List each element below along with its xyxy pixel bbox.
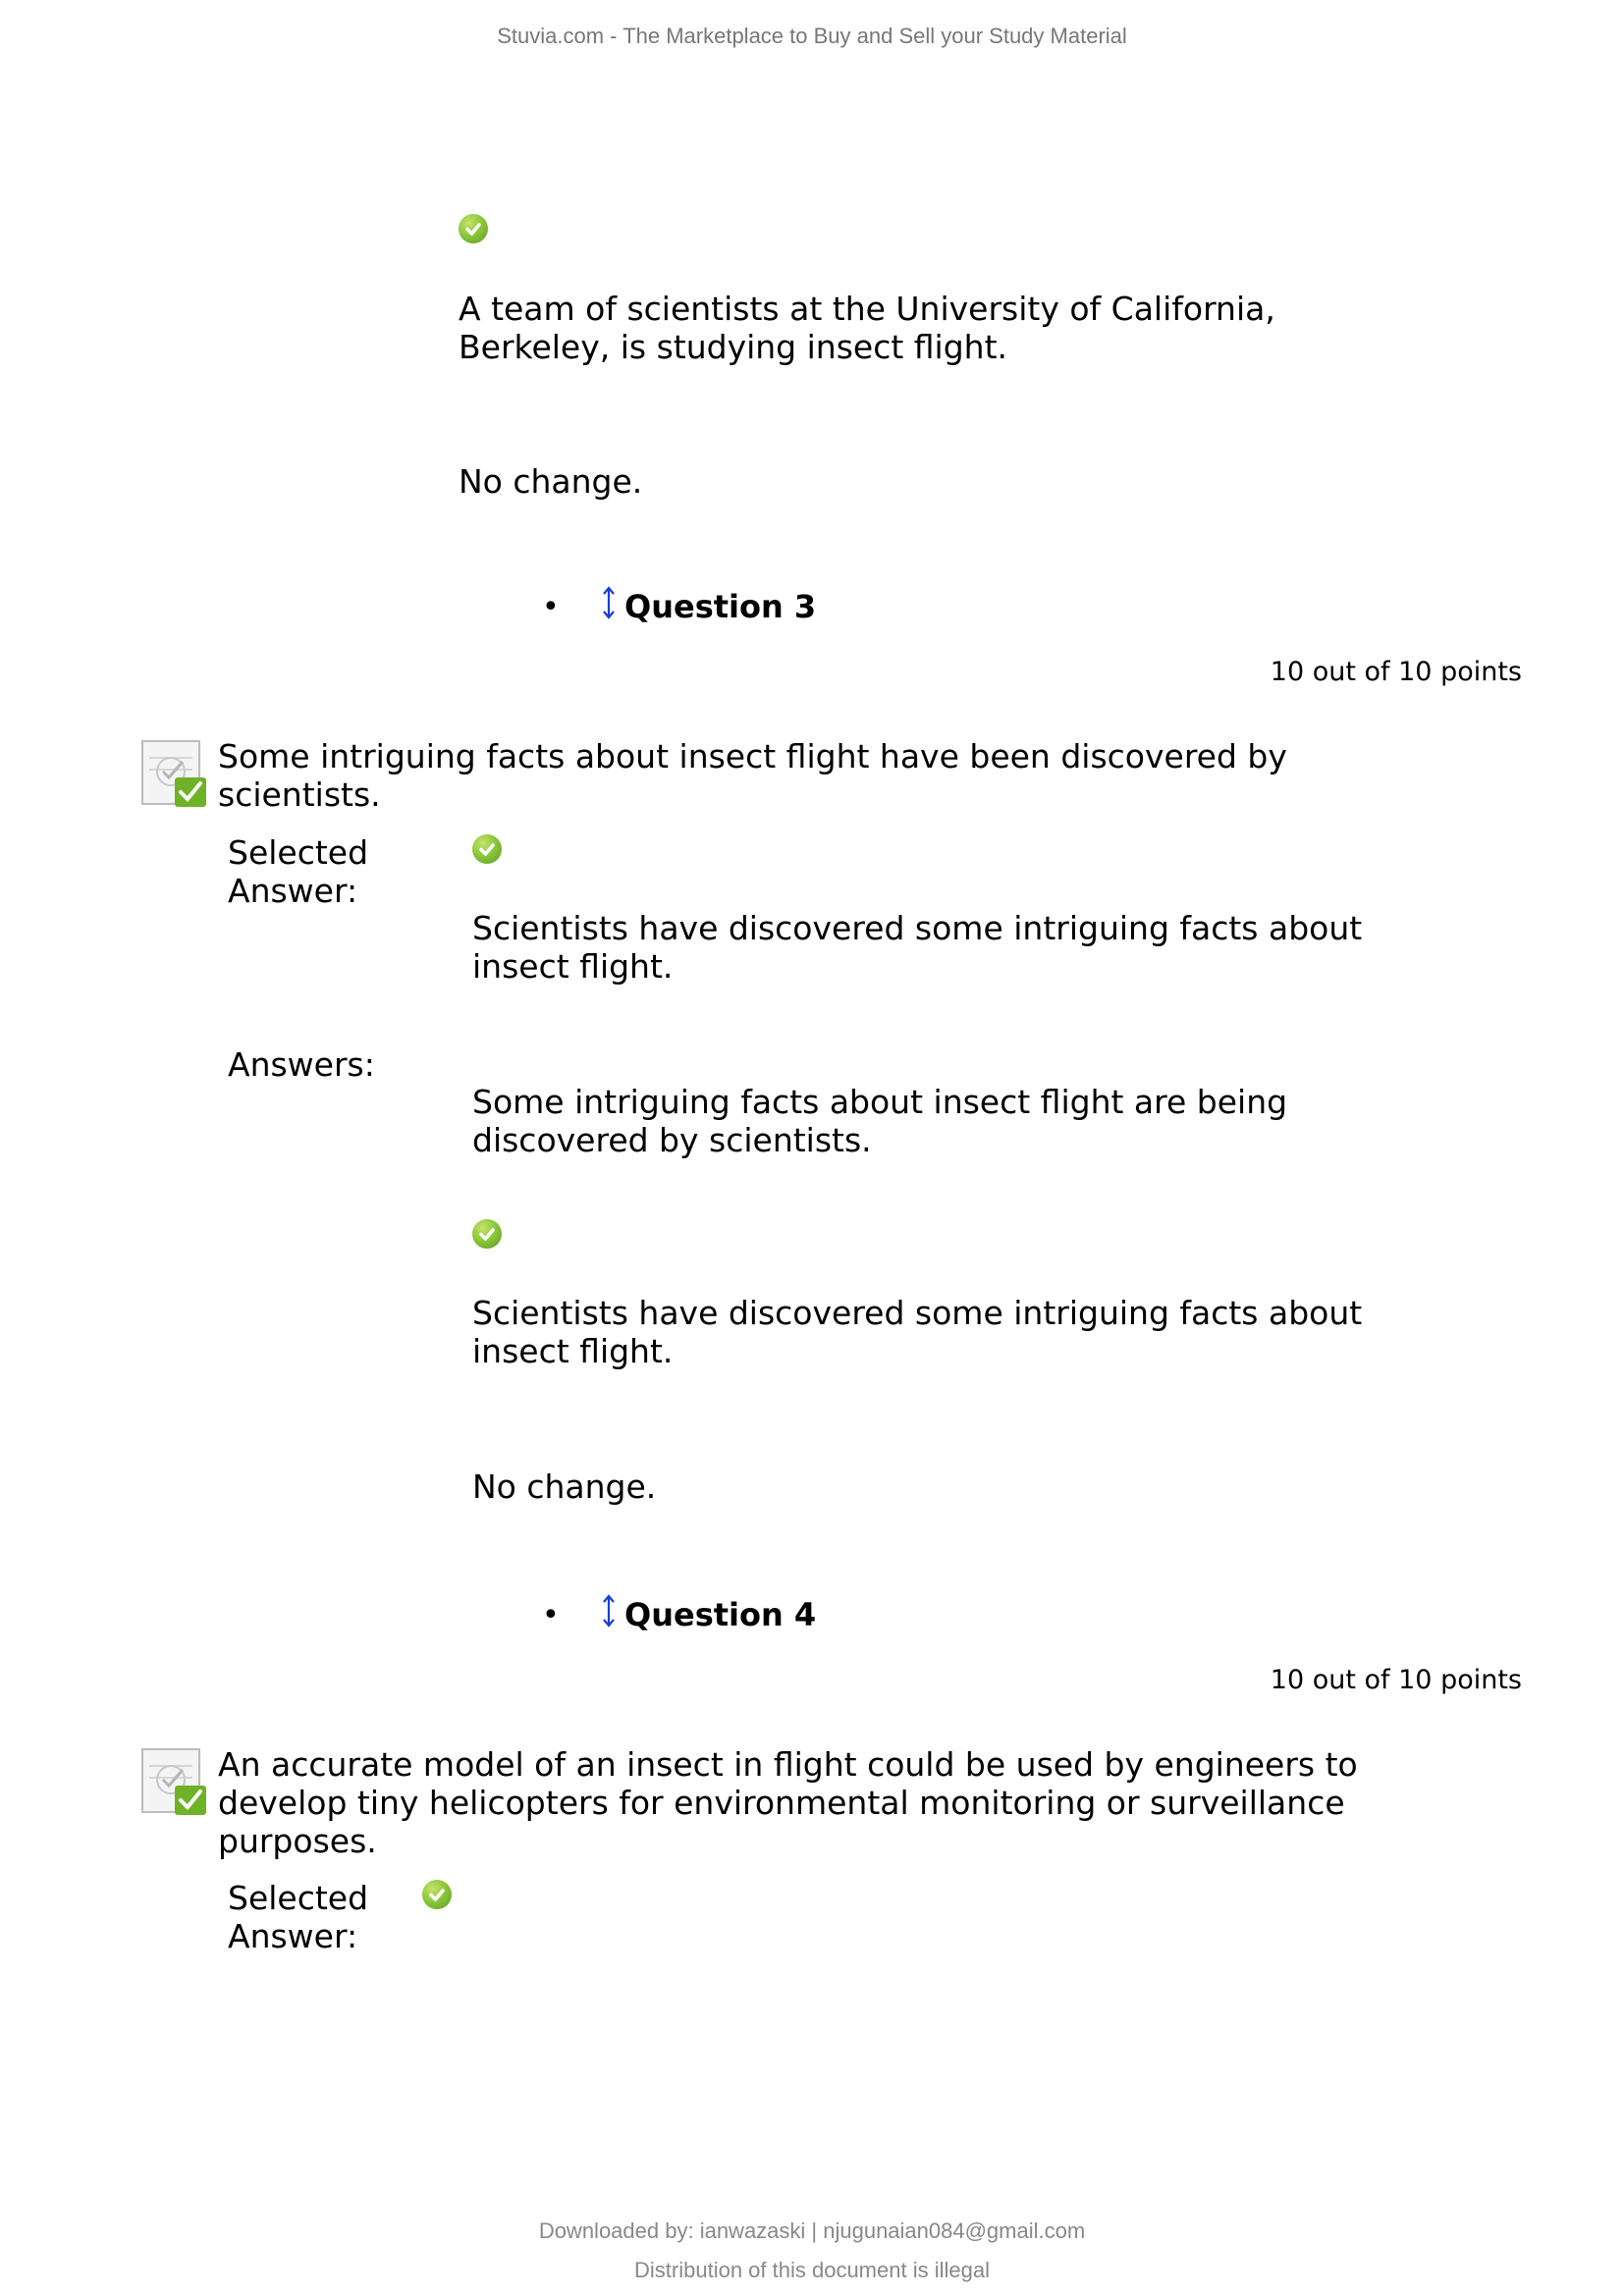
question-correct-icon (139, 1746, 208, 1817)
question-title: Question 3 (624, 588, 817, 625)
selected-answer-label: Selected Answer: (228, 1879, 369, 1955)
question-points: 10 out of 10 points (1270, 1665, 1522, 1695)
correct-check-icon (422, 1880, 452, 1909)
question-prompt: An accurate model of an insect in flight could be used by engineers to develop tiny helicopters for environmental monitoring or surveillance purposes. (218, 1745, 1358, 1860)
selected-answer-text: Scientists have discovered some intriguing facts about insect flight. (472, 909, 1363, 986)
selected-answer-label: Selected Answer: (228, 833, 369, 910)
answer-option-text: Some intriguing facts about insect flight are being discovered by scientists. (472, 1083, 1288, 1159)
correct-check-icon (472, 1219, 502, 1249)
sort-arrows-icon[interactable] (600, 1593, 618, 1632)
answers-label: Answers: (228, 1045, 375, 1084)
list-bullet: • (542, 590, 560, 624)
list-bullet: • (542, 1598, 560, 1632)
question-points: 10 out of 10 points (1270, 657, 1522, 687)
question-correct-icon (139, 738, 208, 809)
distribution-notice: Distribution of this document is illegal (634, 2258, 990, 2282)
answer-option-text: No change. (459, 462, 643, 501)
correct-check-icon (459, 214, 488, 243)
download-info: Downloaded by: ianwazaski | njugunaian084@gmail.com (538, 2218, 1086, 2243)
answer-option-text: No change. (472, 1468, 657, 1506)
page-header: Stuvia.com - The Marketplace to Buy and Sell your Study Material (497, 24, 1127, 48)
answer-option-text: Scientists have discovered some intriguing facts about insect flight. (472, 1294, 1363, 1370)
sort-arrows-icon[interactable] (600, 585, 618, 624)
answer-option-text: A team of scientists at the University of California, Berkeley, is studying insect flight. (459, 290, 1275, 366)
question-title: Question 4 (624, 1596, 817, 1633)
question-prompt: Some intriguing facts about insect flight have been discovered by scientists. (218, 737, 1287, 814)
correct-check-icon (472, 834, 502, 864)
